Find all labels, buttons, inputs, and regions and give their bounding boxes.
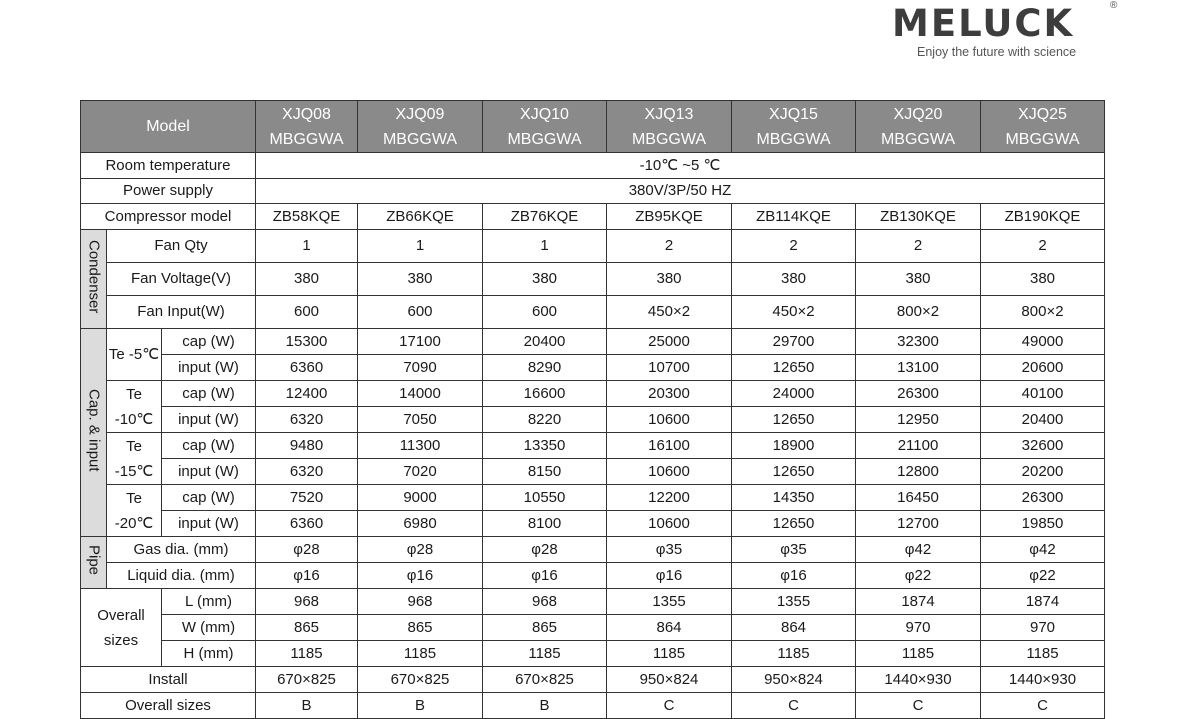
value-cell: 865: [358, 615, 483, 641]
value-cell: 865: [256, 615, 358, 641]
value-cell: 12650: [732, 511, 856, 537]
value-cell: 20200: [981, 459, 1105, 485]
value-cell: 865: [483, 615, 607, 641]
value-cell: 40100: [981, 381, 1105, 407]
value-cell: 800×2: [981, 296, 1105, 329]
model-suffix: MBGGWA: [631, 130, 707, 148]
value-cell: 7090: [358, 355, 483, 381]
value-cell: 450×2: [732, 296, 856, 329]
value-cell: 1440×930: [981, 667, 1105, 693]
value-cell: 16100: [607, 433, 732, 459]
power-supply-value: 380V/3P/50 HZ: [256, 179, 1105, 204]
value-cell: φ16: [358, 563, 483, 589]
value-cell: 12800: [856, 459, 981, 485]
te-label: [107, 485, 162, 537]
room-temperature-value: -10℃ ~5 ℃: [256, 153, 1105, 179]
value-cell: ZB66KQE: [358, 204, 483, 230]
value-cell: 1185: [483, 641, 607, 667]
overall-group: [81, 589, 162, 667]
model-header: [483, 101, 607, 153]
value-cell: 1874: [856, 589, 981, 615]
value-cell: φ16: [607, 563, 732, 589]
value-cell: 12200: [607, 485, 732, 511]
value-cell: ZB76KQE: [483, 204, 607, 230]
value-cell: 12950: [856, 407, 981, 433]
overall-group-text: Overall: [97, 606, 145, 624]
pipe-row-label: Gas dia. (mm): [107, 537, 256, 563]
model-suffix: MBGGWA: [880, 130, 956, 148]
value-cell: φ35: [732, 537, 856, 563]
value-cell: ZB130KQE: [856, 204, 981, 230]
overall-sizes-label: Overall sizes: [81, 693, 256, 719]
pipe-group: [81, 537, 107, 589]
value-cell: 2: [732, 230, 856, 263]
value-cell: 600: [256, 296, 358, 329]
te-label: [107, 329, 162, 381]
model-suffix: MBGGWA: [269, 130, 344, 148]
value-cell: 12400: [256, 381, 358, 407]
value-cell: 380: [856, 263, 981, 296]
value-cell: 10700: [607, 355, 732, 381]
value-cell: 16600: [483, 381, 607, 407]
value-cell: C: [607, 693, 732, 719]
value-cell: 10600: [607, 459, 732, 485]
value-cell: φ16: [732, 563, 856, 589]
value-cell: 29700: [732, 329, 856, 355]
value-cell: ZB58KQE: [256, 204, 358, 230]
value-cell: 1355: [607, 589, 732, 615]
value-cell: 864: [732, 615, 856, 641]
condenser-row-label: Fan Qty: [107, 230, 256, 263]
te-text: Te: [126, 437, 142, 455]
te-text: -20℃: [114, 514, 154, 532]
value-cell: 21100: [856, 433, 981, 459]
overall-row-label: L (mm): [162, 589, 256, 615]
value-cell: C: [856, 693, 981, 719]
value-cell: 9480: [256, 433, 358, 459]
overall-row-label: W (mm): [162, 615, 256, 641]
value-cell: 2: [607, 230, 732, 263]
value-cell: 970: [981, 615, 1105, 641]
value-cell: 670×825: [483, 667, 607, 693]
value-cell: 32300: [856, 329, 981, 355]
value-cell: ZB95KQE: [607, 204, 732, 230]
value-cell: 20400: [483, 329, 607, 355]
te-text: -10℃: [114, 410, 154, 428]
value-cell: 600: [358, 296, 483, 329]
value-cell: C: [732, 693, 856, 719]
value-cell: φ42: [981, 537, 1105, 563]
value-cell: 19850: [981, 511, 1105, 537]
value-cell: φ35: [607, 537, 732, 563]
cap-input-row-label: cap (W): [162, 485, 256, 511]
value-cell: φ28: [256, 537, 358, 563]
value-cell: 970: [856, 615, 981, 641]
te-label: [107, 433, 162, 485]
value-cell: 7520: [256, 485, 358, 511]
value-cell: 6360: [256, 355, 358, 381]
value-cell: ZB190KQE: [981, 204, 1105, 230]
value-cell: 1185: [732, 641, 856, 667]
value-cell: φ16: [483, 563, 607, 589]
te-text: Te: [126, 385, 142, 403]
value-cell: 20400: [981, 407, 1105, 433]
model-header: [256, 101, 358, 153]
value-cell: φ16: [256, 563, 358, 589]
value-cell: 20300: [607, 381, 732, 407]
install-label: Install: [81, 667, 256, 693]
value-cell: φ22: [981, 563, 1105, 589]
te-text: Te: [126, 489, 142, 507]
cap-input-row-label: input (W): [162, 511, 256, 537]
value-cell: 10600: [607, 511, 732, 537]
te-label: [107, 381, 162, 433]
value-cell: 1185: [358, 641, 483, 667]
value-cell: B: [358, 693, 483, 719]
model-code: XJQ20: [893, 105, 943, 123]
cap-input-row-label: cap (W): [162, 381, 256, 407]
power-supply-label: Power supply: [81, 179, 256, 204]
value-cell: 950×824: [732, 667, 856, 693]
value-cell: 15300: [256, 329, 358, 355]
value-cell: 1440×930: [856, 667, 981, 693]
value-cell: 1874: [981, 589, 1105, 615]
model-code: XJQ09: [395, 105, 445, 123]
value-cell: 16450: [856, 485, 981, 511]
header-model-label: Model: [81, 101, 256, 153]
value-cell: φ22: [856, 563, 981, 589]
value-cell: 1185: [856, 641, 981, 667]
value-cell: 380: [607, 263, 732, 296]
cap-input-group: [81, 329, 107, 537]
value-cell: 380: [358, 263, 483, 296]
value-cell: 32600: [981, 433, 1105, 459]
value-cell: 600: [483, 296, 607, 329]
model-code: XJQ08: [282, 105, 331, 123]
value-cell: B: [256, 693, 358, 719]
value-cell: 1: [256, 230, 358, 263]
value-cell: C: [981, 693, 1105, 719]
model-code: XJQ15: [769, 105, 818, 123]
value-cell: 26300: [981, 485, 1105, 511]
overall-group-text: sizes: [103, 631, 139, 649]
condenser-group-label: Condenser: [85, 240, 103, 314]
value-cell: 450×2: [607, 296, 732, 329]
model-header: [732, 101, 856, 153]
value-cell: 14000: [358, 381, 483, 407]
model-suffix: MBGGWA: [507, 130, 582, 148]
value-cell: 6320: [256, 407, 358, 433]
value-cell: 1185: [981, 641, 1105, 667]
value-cell: 26300: [856, 381, 981, 407]
value-cell: 1: [483, 230, 607, 263]
value-cell: 380: [732, 263, 856, 296]
value-cell: 12700: [856, 511, 981, 537]
value-cell: 670×825: [358, 667, 483, 693]
value-cell: 380: [981, 263, 1105, 296]
value-cell: 7020: [358, 459, 483, 485]
brand-logo: [880, 2, 1120, 62]
value-cell: φ28: [483, 537, 607, 563]
value-cell: 18900: [732, 433, 856, 459]
te-text: Te -5℃: [108, 346, 160, 363]
value-cell: 14350: [732, 485, 856, 511]
brand-name: MELUCK: [892, 2, 1075, 45]
value-cell: 6320: [256, 459, 358, 485]
value-cell: 864: [607, 615, 732, 641]
model-header: [856, 101, 981, 153]
value-cell: 8220: [483, 407, 607, 433]
value-cell: B: [483, 693, 607, 719]
condenser-group: [81, 230, 107, 329]
value-cell: 7050: [358, 407, 483, 433]
value-cell: 8150: [483, 459, 607, 485]
value-cell: 8290: [483, 355, 607, 381]
cap-input-row-label: input (W): [162, 355, 256, 381]
te-text: -15℃: [114, 462, 154, 480]
value-cell: 25000: [607, 329, 732, 355]
value-cell: 968: [483, 589, 607, 615]
value-cell: 12650: [732, 459, 856, 485]
value-cell: 13100: [856, 355, 981, 381]
value-cell: 9000: [358, 485, 483, 511]
value-cell: ZB114KQE: [732, 204, 856, 230]
value-cell: φ28: [358, 537, 483, 563]
value-cell: 24000: [732, 381, 856, 407]
value-cell: 17100: [358, 329, 483, 355]
model-header: [981, 101, 1105, 153]
compressor-label: Compressor model: [81, 204, 256, 230]
value-cell: 670×825: [256, 667, 358, 693]
registered-mark: ®: [1110, 0, 1118, 11]
value-cell: 12650: [732, 407, 856, 433]
value-cell: 49000: [981, 329, 1105, 355]
brand-tagline: Enjoy the future with science: [917, 45, 1077, 59]
value-cell: 6360: [256, 511, 358, 537]
model-header: [358, 101, 483, 153]
overall-row-label: H (mm): [162, 641, 256, 667]
value-cell: 968: [358, 589, 483, 615]
value-cell: 8100: [483, 511, 607, 537]
value-cell: 11300: [358, 433, 483, 459]
model-suffix: MBGGWA: [382, 130, 458, 148]
pipe-group-label: Pipe: [85, 545, 103, 576]
value-cell: 968: [256, 589, 358, 615]
model-code: XJQ10: [520, 105, 569, 123]
value-cell: 6980: [358, 511, 483, 537]
value-cell: 1355: [732, 589, 856, 615]
value-cell: 950×824: [607, 667, 732, 693]
cap-input-row-label: input (W): [162, 407, 256, 433]
value-cell: 12650: [732, 355, 856, 381]
value-cell: 1: [358, 230, 483, 263]
cap-input-row-label: input (W): [162, 459, 256, 485]
value-cell: 2: [856, 230, 981, 263]
cap-input-row-label: cap (W): [162, 433, 256, 459]
value-cell: 2: [981, 230, 1105, 263]
value-cell: 380: [256, 263, 358, 296]
value-cell: 380: [483, 263, 607, 296]
model-code: XJQ13: [644, 105, 694, 123]
value-cell: 10600: [607, 407, 732, 433]
cap-input-row-label: cap (W): [162, 329, 256, 355]
value-cell: 13350: [483, 433, 607, 459]
value-cell: φ42: [856, 537, 981, 563]
value-cell: 1185: [256, 641, 358, 667]
cap-input-group-label: Cap. & input: [85, 389, 103, 472]
value-cell: 20600: [981, 355, 1105, 381]
model-header: [607, 101, 732, 153]
condenser-row-label: Fan Input(W): [107, 296, 256, 329]
model-code: XJQ25: [1018, 105, 1067, 123]
spec-table: [80, 100, 1105, 719]
room-temperature-label: Room temperature: [81, 153, 256, 179]
condenser-row-label: Fan Voltage(V): [107, 263, 256, 296]
value-cell: 1185: [607, 641, 732, 667]
model-suffix: MBGGWA: [1005, 130, 1080, 148]
pipe-row-label: Liquid dia. (mm): [107, 563, 256, 589]
model-suffix: MBGGWA: [756, 130, 831, 148]
value-cell: 800×2: [856, 296, 981, 329]
value-cell: 10550: [483, 485, 607, 511]
